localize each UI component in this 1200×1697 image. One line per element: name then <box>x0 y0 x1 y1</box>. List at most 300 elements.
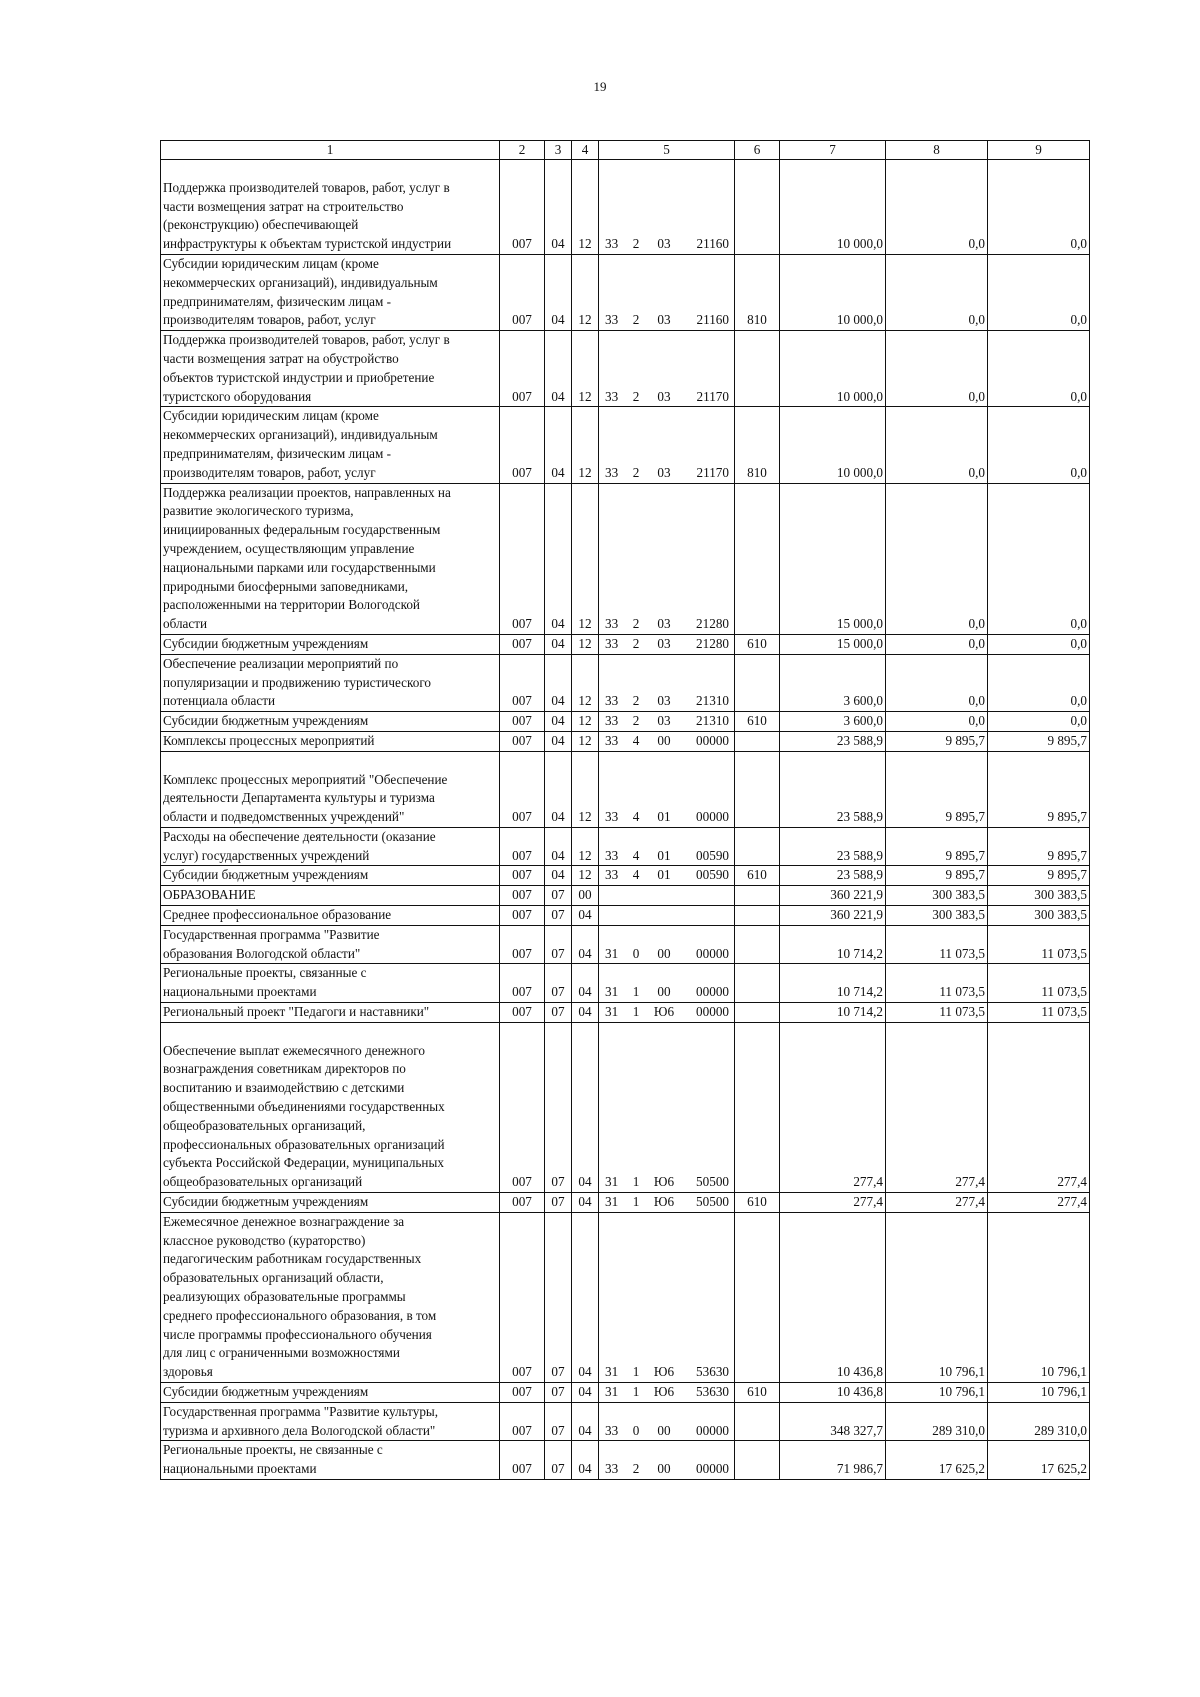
amount-col9-cell: 11 073,5 <box>988 1003 1090 1023</box>
ministry-code-cell: 007 <box>500 886 545 906</box>
expense-type-cell <box>735 827 780 866</box>
expense-type-cell: 810 <box>735 407 780 483</box>
row-name-cell: Поддержка производителей товаров, работ, услуг в части возмещения затрат на обустройство объектов туристской индустрии и приобретение туристского оборудования <box>161 331 500 407</box>
target-article-part: 00000 <box>696 945 729 961</box>
subsection-code-cell: 04 <box>572 906 599 926</box>
ministry-code-cell: 007 <box>500 1212 545 1382</box>
target-article-part: Ю6 <box>653 1364 675 1380</box>
expense-type-cell <box>735 731 780 751</box>
subsection-code-cell: 04 <box>572 1441 599 1480</box>
row-name-cell: Субсидии юридическим лицам (кроме некоммерческих организаций), индивидуальным предпринимателям, физическим лицам - производителям товаров, работ, услуг <box>161 407 500 483</box>
amount-col9-cell: 300 383,5 <box>988 886 1090 906</box>
amount-col9-cell: 0,0 <box>988 712 1090 732</box>
target-article-part: 03 <box>657 236 671 252</box>
table-row <box>161 827 1090 866</box>
target-article-part: 33 <box>605 713 619 729</box>
ministry-code-cell: 007 <box>500 925 545 964</box>
target-article-part: 1 <box>632 1004 640 1020</box>
target-article-part: 00590 <box>696 847 729 863</box>
amount-col7-cell: 277,4 <box>780 1193 886 1213</box>
section-code-cell: 04 <box>545 160 572 255</box>
target-article-cell <box>599 1193 735 1213</box>
table-row <box>161 751 1090 827</box>
amount-col8-cell: 300 383,5 <box>886 886 988 906</box>
expense-type-cell <box>735 331 780 407</box>
subsection-code-cell: 04 <box>572 1193 599 1213</box>
section-code-cell: 07 <box>545 1212 572 1382</box>
target-article-part: 0 <box>632 945 640 961</box>
section-code-cell: 04 <box>545 731 572 751</box>
column-header: 9 <box>988 141 1090 160</box>
column-header: 7 <box>780 141 886 160</box>
amount-col9-cell: 17 625,2 <box>988 1441 1090 1480</box>
column-header: 4 <box>572 141 599 160</box>
table-row <box>161 160 1090 255</box>
amount-col7-cell: 23 588,9 <box>780 731 886 751</box>
target-article-part: 2 <box>632 1461 640 1477</box>
target-article-part: 01 <box>657 809 671 825</box>
target-article-part: 03 <box>657 635 671 651</box>
expense-type-cell <box>735 906 780 926</box>
table-row <box>161 331 1090 407</box>
expense-type-cell <box>735 483 780 634</box>
section-code-cell: 04 <box>545 751 572 827</box>
table-row <box>161 964 1090 1003</box>
budget-table <box>160 140 1090 1480</box>
row-name-cell: Субсидии бюджетным учреждениям <box>161 1193 500 1213</box>
subsection-code-cell: 12 <box>572 407 599 483</box>
amount-col8-cell: 277,4 <box>886 1193 988 1213</box>
target-article-part: 00 <box>657 945 671 961</box>
target-article-part: 00 <box>657 732 671 748</box>
amount-col9-cell: 9 895,7 <box>988 731 1090 751</box>
expense-type-cell <box>735 160 780 255</box>
amount-col9-cell: 0,0 <box>988 331 1090 407</box>
amount-col7-cell: 23 588,9 <box>780 827 886 866</box>
ministry-code-cell: 007 <box>500 654 545 711</box>
section-code-cell: 04 <box>545 254 572 330</box>
target-article-part: 33 <box>605 236 619 252</box>
target-article-part: 31 <box>605 945 619 961</box>
column-header: 2 <box>500 141 545 160</box>
subsection-code-cell: 04 <box>572 1022 599 1192</box>
ministry-code-cell: 007 <box>500 407 545 483</box>
target-article-part: 33 <box>605 388 619 404</box>
target-article-cell <box>599 712 735 732</box>
amount-col7-cell: 10 436,8 <box>780 1212 886 1382</box>
target-article-part: 03 <box>657 464 671 480</box>
amount-col9-cell: 0,0 <box>988 634 1090 654</box>
target-article-part: 03 <box>657 388 671 404</box>
column-header: 3 <box>545 141 572 160</box>
ministry-code-cell: 007 <box>500 751 545 827</box>
ministry-code-cell: 007 <box>500 1441 545 1480</box>
table-row <box>161 1402 1090 1441</box>
target-article-cell <box>599 1402 735 1441</box>
section-code-cell: 07 <box>545 1441 572 1480</box>
amount-col9-cell: 0,0 <box>988 654 1090 711</box>
target-article-part: 1 <box>632 1174 640 1190</box>
ministry-code-cell: 007 <box>500 964 545 1003</box>
target-article-cell <box>599 925 735 964</box>
amount-col8-cell: 0,0 <box>886 712 988 732</box>
table-row <box>161 1212 1090 1382</box>
amount-col8-cell: 9 895,7 <box>886 827 988 866</box>
row-name-cell: Среднее профессиональное образование <box>161 906 500 926</box>
target-article-cell <box>599 254 735 330</box>
amount-col9-cell: 0,0 <box>988 160 1090 255</box>
ministry-code-cell: 007 <box>500 1022 545 1192</box>
subsection-code-cell: 12 <box>572 751 599 827</box>
section-code-cell: 04 <box>545 483 572 634</box>
amount-col8-cell: 0,0 <box>886 331 988 407</box>
amount-col9-cell: 11 073,5 <box>988 925 1090 964</box>
section-code-cell: 04 <box>545 331 572 407</box>
amount-col7-cell: 15 000,0 <box>780 634 886 654</box>
target-article-part: 33 <box>605 809 619 825</box>
target-article-part: 00000 <box>696 732 729 748</box>
target-article-cell <box>599 407 735 483</box>
target-article-part: 00000 <box>696 1422 729 1438</box>
subsection-code-cell: 04 <box>572 1003 599 1023</box>
amount-col8-cell: 9 895,7 <box>886 731 988 751</box>
amount-col8-cell: 9 895,7 <box>886 866 988 886</box>
ministry-code-cell: 007 <box>500 866 545 886</box>
ministry-code-cell: 007 <box>500 906 545 926</box>
amount-col7-cell: 348 327,7 <box>780 1402 886 1441</box>
section-code-cell: 04 <box>545 866 572 886</box>
target-article-part: 33 <box>605 312 619 328</box>
amount-col8-cell: 0,0 <box>886 654 988 711</box>
section-code-cell: 07 <box>545 1193 572 1213</box>
amount-col7-cell: 10 000,0 <box>780 254 886 330</box>
target-article-cell <box>599 654 735 711</box>
row-name-cell: Субсидии бюджетным учреждениям <box>161 712 500 732</box>
table-row <box>161 1003 1090 1023</box>
row-name-cell: Региональные проекты, не связанные с национальными проектами <box>161 1441 500 1480</box>
subsection-code-cell: 12 <box>572 160 599 255</box>
row-name-cell: Субсидии юридическим лицам (кроме некоммерческих организаций), индивидуальным предпринимателям, физическим лицам - производителям товаров, работ, услуг <box>161 254 500 330</box>
ministry-code-cell: 007 <box>500 827 545 866</box>
amount-col8-cell: 289 310,0 <box>886 1402 988 1441</box>
ministry-code-cell: 007 <box>500 1193 545 1213</box>
amount-col7-cell: 15 000,0 <box>780 483 886 634</box>
target-article-part: 33 <box>605 635 619 651</box>
target-article-cell <box>599 964 735 1003</box>
target-article-part: 4 <box>632 847 640 863</box>
target-article-part: 33 <box>605 847 619 863</box>
amount-col8-cell: 0,0 <box>886 634 988 654</box>
target-article-cell <box>599 866 735 886</box>
target-article-part: 00000 <box>696 984 729 1000</box>
column-header: 1 <box>161 141 500 160</box>
section-code-cell: 07 <box>545 1003 572 1023</box>
amount-col9-cell: 10 796,1 <box>988 1212 1090 1382</box>
target-article-cell <box>599 483 735 634</box>
row-name-cell: Поддержка реализации проектов, направленных на развитие экологического туризма, инициированных федеральным государственным учреждением, осуществляющим управление национальными парками или государственными природными биосферными заповедниками, расположенными на территории Вологодской области <box>161 483 500 634</box>
target-article-part: 00 <box>657 1461 671 1477</box>
target-article-cell <box>599 1212 735 1382</box>
subsection-code-cell: 12 <box>572 483 599 634</box>
ministry-code-cell: 007 <box>500 483 545 634</box>
target-article-part: 1 <box>632 1384 640 1399</box>
section-code-cell: 07 <box>545 1402 572 1441</box>
row-name-cell: Комплекс процессных мероприятий "Обеспечение деятельности Департамента культуры и туризма области и подведомственных учреждений" <box>161 751 500 827</box>
table-body <box>161 160 1090 1480</box>
target-article-part: 00590 <box>696 867 729 883</box>
amount-col8-cell: 0,0 <box>886 483 988 634</box>
subsection-code-cell: 12 <box>572 827 599 866</box>
row-name-cell: Расходы на обеспечение деятельности (оказание услуг) государственных учреждений <box>161 827 500 866</box>
amount-col7-cell: 71 986,7 <box>780 1441 886 1480</box>
target-article-part: 03 <box>657 693 671 709</box>
target-article-cell <box>599 1441 735 1480</box>
target-article-part: 31 <box>605 1004 619 1020</box>
target-article-part: 4 <box>632 732 640 748</box>
amount-col9-cell: 289 310,0 <box>988 1402 1090 1441</box>
target-article-part: 21160 <box>696 312 729 328</box>
table-row <box>161 254 1090 330</box>
amount-col8-cell: 11 073,5 <box>886 1003 988 1023</box>
target-article-part: Ю6 <box>653 1384 675 1399</box>
ministry-code-cell: 007 <box>500 331 545 407</box>
section-code-cell: 07 <box>545 925 572 964</box>
target-article-part: 00000 <box>696 809 729 825</box>
target-article-part: 33 <box>605 693 619 709</box>
target-article-part: 4 <box>632 809 640 825</box>
row-name-cell: Субсидии бюджетным учреждениям <box>161 1383 500 1403</box>
subsection-code-cell: 12 <box>572 866 599 886</box>
subsection-code-cell: 12 <box>572 731 599 751</box>
target-article-part: 1 <box>632 984 640 1000</box>
row-name-cell: Региональные проекты, связанные с национальными проектами <box>161 964 500 1003</box>
section-code-cell: 04 <box>545 654 572 711</box>
amount-col7-cell: 10 000,0 <box>780 331 886 407</box>
ministry-code-cell: 007 <box>500 712 545 732</box>
target-article-cell <box>599 1003 735 1023</box>
row-name-cell: Государственная программа "Развитие культуры, туризма и архивного дела Вологодской области" <box>161 1402 500 1441</box>
target-article-cell <box>599 751 735 827</box>
target-article-part: 2 <box>632 388 640 404</box>
column-header: 5 <box>599 141 735 160</box>
target-article-part: Ю6 <box>653 1194 675 1210</box>
table-row <box>161 634 1090 654</box>
table-row <box>161 1441 1090 1480</box>
table-row <box>161 1193 1090 1213</box>
target-article-cell <box>599 331 735 407</box>
amount-col7-cell: 3 600,0 <box>780 654 886 711</box>
amount-col9-cell: 10 796,1 <box>988 1383 1090 1403</box>
target-article-part: 1 <box>632 1364 640 1380</box>
section-code-cell: 04 <box>545 827 572 866</box>
expense-type-cell <box>735 751 780 827</box>
amount-col7-cell: 23 588,9 <box>780 751 886 827</box>
target-article-cell <box>599 160 735 255</box>
target-article-cell <box>599 634 735 654</box>
target-article-part: 2 <box>632 635 640 651</box>
table-header-row <box>161 141 1090 160</box>
subsection-code-cell: 12 <box>572 254 599 330</box>
subsection-code-cell: 12 <box>572 331 599 407</box>
section-code-cell: 07 <box>545 1022 572 1192</box>
table-row <box>161 483 1090 634</box>
target-article-part: 2 <box>632 236 640 252</box>
row-name-cell: Государственная программа "Развитие образования Вологодской области" <box>161 925 500 964</box>
table-row <box>161 1022 1090 1192</box>
expense-type-cell <box>735 1003 780 1023</box>
amount-col8-cell: 0,0 <box>886 254 988 330</box>
amount-col8-cell: 0,0 <box>886 407 988 483</box>
target-article-part: 2 <box>632 693 640 709</box>
row-name-cell: Комплексы процессных мероприятий <box>161 731 500 751</box>
target-article-part: 0 <box>632 1422 640 1438</box>
target-article-cell <box>599 731 735 751</box>
target-article-part: 21170 <box>696 388 729 404</box>
amount-col7-cell: 10 714,2 <box>780 925 886 964</box>
section-code-cell: 04 <box>545 407 572 483</box>
target-article-part: 1 <box>632 1194 640 1210</box>
amount-col8-cell: 0,0 <box>886 160 988 255</box>
table-row <box>161 1383 1090 1403</box>
subsection-code-cell: 04 <box>572 925 599 964</box>
amount-col9-cell: 277,4 <box>988 1022 1090 1192</box>
target-article-part: 33 <box>605 1422 619 1438</box>
amount-col7-cell: 10 714,2 <box>780 1003 886 1023</box>
amount-col8-cell: 11 073,5 <box>886 964 988 1003</box>
table-row <box>161 866 1090 886</box>
row-name-cell: Поддержка производителей товаров, работ, услуг в части возмещения затрат на строительство (реконструкцию) обеспечивающей инфраструктуры к объектам туристской индустрии <box>161 160 500 255</box>
target-article-cell <box>599 886 735 906</box>
expense-type-cell: 610 <box>735 712 780 732</box>
amount-col7-cell: 10 000,0 <box>780 407 886 483</box>
ministry-code-cell: 007 <box>500 1402 545 1441</box>
amount-col8-cell: 277,4 <box>886 1022 988 1192</box>
table-row <box>161 712 1090 732</box>
row-name-cell: Субсидии бюджетным учреждениям <box>161 866 500 886</box>
table-row <box>161 731 1090 751</box>
amount-col8-cell: 300 383,5 <box>886 906 988 926</box>
target-article-part: 4 <box>632 867 640 883</box>
table-row <box>161 886 1090 906</box>
amount-col9-cell: 0,0 <box>988 407 1090 483</box>
amount-col7-cell: 23 588,9 <box>780 866 886 886</box>
table-row <box>161 654 1090 711</box>
target-article-cell <box>599 1383 735 1403</box>
target-article-part: 31 <box>605 1364 619 1380</box>
target-article-part: 31 <box>605 1384 619 1399</box>
amount-col7-cell: 10 714,2 <box>780 964 886 1003</box>
target-article-part: 01 <box>657 847 671 863</box>
amount-col9-cell: 9 895,7 <box>988 827 1090 866</box>
expense-type-cell: 610 <box>735 1383 780 1403</box>
table-row <box>161 925 1090 964</box>
row-name-cell: Региональный проект "Педагоги и наставники" <box>161 1003 500 1023</box>
target-article-cell <box>599 906 735 926</box>
target-article-part: 2 <box>632 713 640 729</box>
amount-col7-cell: 360 221,9 <box>780 886 886 906</box>
table-row <box>161 407 1090 483</box>
target-article-part: 50500 <box>696 1194 729 1210</box>
target-article-part: 21280 <box>696 635 729 651</box>
subsection-code-cell: 04 <box>572 1402 599 1441</box>
target-article-cell <box>599 827 735 866</box>
expense-type-cell <box>735 1022 780 1192</box>
column-header: 8 <box>886 141 988 160</box>
target-article-part: 21280 <box>696 616 729 632</box>
target-article-part: 03 <box>657 312 671 328</box>
amount-col7-cell: 10 436,8 <box>780 1383 886 1403</box>
amount-col7-cell: 360 221,9 <box>780 906 886 926</box>
target-article-part: 2 <box>632 312 640 328</box>
expense-type-cell <box>735 925 780 964</box>
row-name-cell: Обеспечение реализации мероприятий по популяризации и продвижению туристического потенциала области <box>161 654 500 711</box>
page-number: 19 <box>593 79 607 94</box>
target-article-part: 21160 <box>696 236 729 252</box>
subsection-code-cell: 04 <box>572 1383 599 1403</box>
amount-col8-cell: 17 625,2 <box>886 1441 988 1480</box>
target-article-part: 03 <box>657 616 671 632</box>
amount-col7-cell: 277,4 <box>780 1022 886 1192</box>
target-article-part: 53630 <box>696 1384 729 1399</box>
amount-col8-cell: 10 796,1 <box>886 1383 988 1403</box>
expense-type-cell <box>735 1402 780 1441</box>
target-article-part: Ю6 <box>653 1004 675 1020</box>
subsection-code-cell: 12 <box>572 654 599 711</box>
target-article-part: 21170 <box>696 464 729 480</box>
amount-col9-cell: 300 383,5 <box>988 906 1090 926</box>
section-code-cell: 07 <box>545 1383 572 1403</box>
table-row <box>161 906 1090 926</box>
row-name-cell: ОБРАЗОВАНИЕ <box>161 886 500 906</box>
section-code-cell: 07 <box>545 906 572 926</box>
expense-type-cell <box>735 1441 780 1480</box>
amount-col9-cell: 277,4 <box>988 1193 1090 1213</box>
target-article-cell <box>599 1022 735 1192</box>
subsection-code-cell: 00 <box>572 886 599 906</box>
target-article-part: 2 <box>632 464 640 480</box>
subsection-code-cell: 04 <box>572 1212 599 1382</box>
amount-col9-cell: 9 895,7 <box>988 866 1090 886</box>
section-code-cell: 04 <box>545 712 572 732</box>
target-article-part: 00 <box>657 984 671 1000</box>
target-article-part: 31 <box>605 1194 619 1210</box>
section-code-cell: 07 <box>545 886 572 906</box>
target-article-part: Ю6 <box>653 1174 675 1190</box>
target-article-part: 03 <box>657 713 671 729</box>
amount-col9-cell: 11 073,5 <box>988 964 1090 1003</box>
target-article-part: 00000 <box>696 1004 729 1020</box>
expense-type-cell: 610 <box>735 1193 780 1213</box>
target-article-part: 50500 <box>696 1174 729 1190</box>
target-article-part: 21310 <box>696 713 729 729</box>
amount-col7-cell: 3 600,0 <box>780 712 886 732</box>
expense-type-cell <box>735 1212 780 1382</box>
amount-col9-cell: 0,0 <box>988 483 1090 634</box>
amount-col8-cell: 10 796,1 <box>886 1212 988 1382</box>
target-article-part: 21310 <box>696 693 729 709</box>
target-article-part: 33 <box>605 732 619 748</box>
ministry-code-cell: 007 <box>500 731 545 751</box>
row-name-cell: Ежемесячное денежное вознаграждение за классное руководство (кураторство) педагогическим работникам государственных образовательных организаций области, реализующих образовательные программы среднего профессионального образования, в том числе программы профессионального обучения для лиц с ограниченными возможностями здоровья <box>161 1212 500 1382</box>
amount-col8-cell: 9 895,7 <box>886 751 988 827</box>
target-article-part: 33 <box>605 464 619 480</box>
amount-col9-cell: 0,0 <box>988 254 1090 330</box>
target-article-part: 31 <box>605 1174 619 1190</box>
expense-type-cell: 610 <box>735 866 780 886</box>
expense-type-cell: 610 <box>735 634 780 654</box>
ministry-code-cell: 007 <box>500 1383 545 1403</box>
amount-col7-cell: 10 000,0 <box>780 160 886 255</box>
